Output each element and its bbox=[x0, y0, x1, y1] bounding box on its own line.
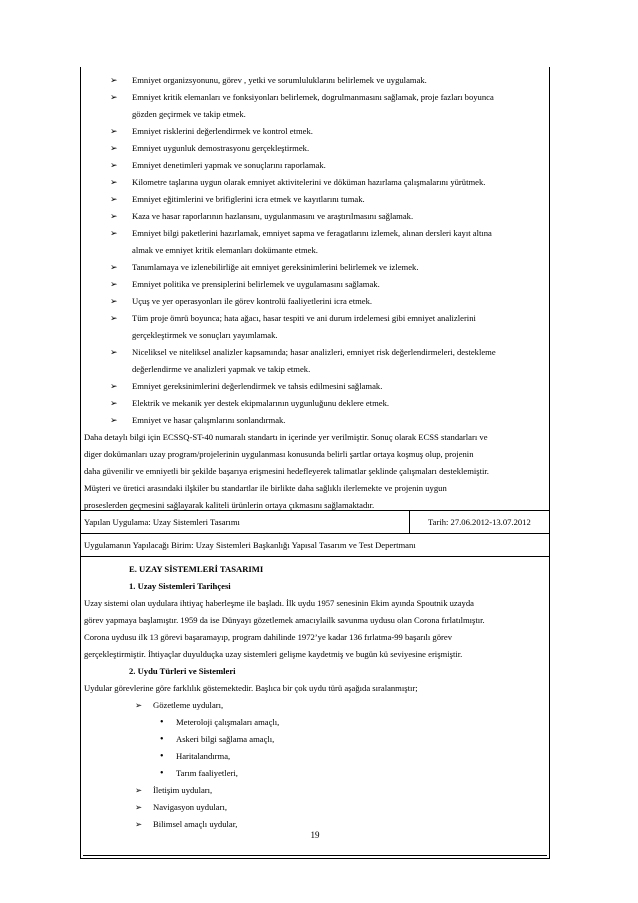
list-item-line: Tanımlamaya ve izlenebilirliğe ait emniyet gereksinimlerini belirlemek ve izlemek. bbox=[132, 262, 419, 272]
observation-items bbox=[81, 714, 549, 782]
arrow-bullet-icon: ➢ bbox=[110, 313, 118, 323]
list-item-line: Niceliksel ve niteliksel analizler kapsamında; hasar analizleri, emniyet risk değerlendirmeleri, destekleme bbox=[132, 347, 496, 357]
arrow-bullet-icon: ➢ bbox=[110, 75, 118, 85]
list-item-line: Kilometre taşlarına uygun olarak emniyet aktivitelerini ve döküman hazırlama çalışmalarını yürütmek. bbox=[132, 177, 486, 187]
section-heading: E. UZAY SİSTEMLERİ TASARIMI bbox=[129, 564, 264, 574]
paragraph-line: gerçekleştirmiştir. İhtiyaçlar duyulduçka uzay sistemleri gelişme kaydetmiş ve bugün kü seviyesine erişmiştir. bbox=[84, 649, 463, 659]
list-item-line: Emniyet organizsyonunu, görev , yetki ve sorumluluklarını belirlemek ve uygulamak. bbox=[132, 75, 427, 85]
paragraph-line: Müşteri ve üretici arasındaki ilşkiler bu standartlar ile birlikte daha sağlıklı ilerlemekte ve projenin uygun bbox=[84, 483, 447, 493]
arrow-bullet-icon: ➢ bbox=[110, 347, 118, 357]
list-item bbox=[81, 714, 549, 731]
paragraph-line: Corona uydusu ilk 13 görevi başaramayıp, program dahilinde 1972’ye kadar 136 fırlatma-99 başarılı görev bbox=[84, 632, 452, 642]
list-item bbox=[81, 731, 549, 748]
arrow-bullet-icon: ➢ bbox=[110, 143, 118, 153]
list-item bbox=[81, 140, 549, 157]
list-item-line: Emniyet gereksinimlerini değerlendirmek ve tahsis edilmesini sağlamak. bbox=[132, 381, 383, 391]
list-item-line: Emniyet bilgi paketlerini hazırlamak, emniyet sapma ve feragatlarını izlemek, alınan dersleri kayıt altına bbox=[132, 228, 492, 238]
list-item-label: Meteroloji çalışmaları amaçlı, bbox=[176, 717, 280, 727]
list-item bbox=[81, 276, 549, 293]
list-item bbox=[81, 344, 549, 378]
dot-bullet-icon: • bbox=[160, 751, 164, 762]
unit-label: Uygulamanın Yapılacağı Birim: Uzay Sistemleri Başkanlığı Yapısal Tasarım ve Test Depertmanı bbox=[84, 540, 416, 550]
paragraph-line: proseslerden geçmesini sağlayarak kaliteli ürünlerin ortaya çıkmasını sağlamaktadır. bbox=[84, 500, 375, 510]
list-item bbox=[81, 293, 549, 310]
list-item-line: Emniyet denetimleri yapmak ve sonuçlarını raporlamak. bbox=[132, 160, 326, 170]
list-item bbox=[81, 378, 549, 395]
list-item bbox=[81, 799, 549, 816]
list-item bbox=[81, 208, 549, 225]
list-item-label: Haritalandırma, bbox=[176, 751, 231, 761]
page-number: 19 bbox=[310, 830, 320, 840]
upper-section bbox=[81, 67, 549, 510]
list-item bbox=[81, 782, 549, 799]
list-item-label: Tarım faaliyetleri, bbox=[176, 768, 238, 778]
dot-bullet-icon: • bbox=[160, 717, 164, 728]
list-item-line: Emniyet ve hasar çalışmlarını sonlandırmak. bbox=[132, 415, 286, 425]
arrow-bullet-icon: ➢ bbox=[110, 194, 118, 204]
list-item-line: Kaza ve hasar raporlarının hazlansını, uygulanmasını ve araştırılmasını sağlamak. bbox=[132, 211, 414, 221]
list-item bbox=[81, 174, 549, 191]
list-item-line: Tüm proje ömrü boyunca; hata ağacı, hasar tespiti ve ani durum irdelemesi gibi emniyet analizlerini bbox=[132, 313, 476, 323]
paragraph-line: Daha detaylı bilgi için ECSSQ-ST-40 numaralı standartı in içerinde yer verilmiştir. Sonuç olarak ECSS standarları ve bbox=[84, 432, 488, 442]
list-item bbox=[81, 72, 549, 89]
list-item-line: Elektrik ve mekanik yer destek ekipmalarının uygunluğunu deklere etmek. bbox=[132, 398, 390, 408]
list-item-label: Askeri bilgi sağlama amaçlı, bbox=[176, 734, 275, 744]
list-item-line: Emniyet eğitimlerini ve brifiglerini icra etmek ve kayıtlarını tumak. bbox=[132, 194, 365, 204]
paragraph-line: görev yapmaya başlamıştır. 1959 da ise Dünyayı gözetlemek amacıylailk savunma uydusu olan Corona fırlatılmıştır. bbox=[84, 615, 485, 625]
arrow-bullet-icon: ➢ bbox=[110, 415, 118, 425]
paragraph-line: Uzay sistemi olan uydulara ihtiyaç haberleşme ile başladı. İlk uydu 1957 senesinin Ekim ayında Spoutnik uzayda bbox=[84, 598, 474, 608]
subheading-types: 2. Uydu Türleri ve Sistemleri bbox=[129, 666, 236, 676]
application-label: Yapılan Uygulama: Uzay Sistemleri Tasarımı bbox=[84, 517, 240, 527]
list-item-line: Emniyet kritik elemanları ve fonksiyonları belirlemek, dogrulmanmasını sağlamak, proje fazları boyunca bbox=[132, 92, 494, 102]
list-item-line: gerçekleştirmek ve sonuçları yayımlamak. bbox=[132, 330, 278, 340]
arrow-bullet-icon: ➢ bbox=[110, 398, 118, 408]
list-item bbox=[81, 259, 549, 276]
dot-bullet-icon: • bbox=[160, 768, 164, 779]
list-item-line: Emniyet risklerini değerlendirmek ve kontrol etmek. bbox=[132, 126, 313, 136]
arrow-bullet-icon: ➢ bbox=[135, 785, 143, 795]
list-item-line: Emniyet politika ve prensiplerini belirlemek ve uygulamasını sağlamak. bbox=[132, 279, 380, 289]
list-item bbox=[81, 89, 549, 123]
arrow-bullet-icon: ➢ bbox=[110, 296, 118, 306]
lower-section bbox=[81, 556, 549, 833]
list-item bbox=[81, 157, 549, 174]
list-item bbox=[81, 748, 549, 765]
history-paragraph bbox=[81, 595, 549, 663]
arrow-bullet-icon: ➢ bbox=[110, 228, 118, 238]
arrow-bullet-icon: ➢ bbox=[110, 211, 118, 221]
list-item-label: Navigasyon uyduları, bbox=[153, 802, 227, 812]
arrow-bullet-icon: ➢ bbox=[110, 177, 118, 187]
observation-satellites bbox=[81, 697, 549, 714]
types-intro: Uydular görevlerine göre farklılık göstemektedir. Başlıca bir çok uydu türü aşağıda sıralanmıştır; bbox=[84, 683, 418, 693]
list-item bbox=[81, 412, 549, 429]
arrow-bullet-icon: ➢ bbox=[110, 262, 118, 272]
unit-row bbox=[81, 533, 549, 556]
observation-label: Gözetleme uyduları, bbox=[153, 700, 224, 710]
paragraph-line: diger dokümanları uzay program/projelerinin uygulanması konusunda belirli şartlar ortaya koşmuş olup, projenin bbox=[84, 449, 474, 459]
list-item-line: gözden geçirmek ve takip etmek. bbox=[132, 109, 246, 119]
paragraph-line: daha güvenilir ve emniyetli bir şekilde başarıya erişmesini hedefleyerek talimatlar şeklinde çalışmaları desteklemiştir. bbox=[84, 466, 489, 476]
list-item bbox=[81, 225, 549, 259]
list-item bbox=[81, 765, 549, 782]
application-row bbox=[81, 510, 549, 533]
arrow-bullet-icon: ➢ bbox=[110, 381, 118, 391]
standards-paragraph bbox=[81, 429, 549, 514]
arrow-bullet-icon: ➢ bbox=[110, 279, 118, 289]
emniyet-duties-list bbox=[81, 72, 549, 429]
list-item-line: almak ve emniyet kritik elemanları dokümante etmek. bbox=[132, 245, 318, 255]
page-frame bbox=[80, 67, 550, 859]
subheading-history: 1. Uzay Sistemleri Tarihçesi bbox=[129, 581, 231, 591]
date-label: Tarih: 27.06.2012-13.07.2012 bbox=[409, 511, 549, 533]
list-item bbox=[81, 310, 549, 344]
list-item bbox=[81, 395, 549, 412]
other-satellite-types bbox=[81, 782, 549, 833]
arrow-bullet-icon: ➢ bbox=[110, 92, 118, 102]
list-item-label: İletişim uyduları, bbox=[153, 785, 213, 795]
arrow-bullet-icon: ➢ bbox=[135, 819, 143, 829]
page-content bbox=[81, 67, 549, 833]
arrow-bullet-icon: ➢ bbox=[110, 126, 118, 136]
list-item-line: değerlendirme ve analizleri yapmak ve takip etmek. bbox=[132, 364, 311, 374]
list-item bbox=[81, 191, 549, 208]
arrow-bullet-icon: ➢ bbox=[135, 802, 143, 812]
dot-bullet-icon: • bbox=[160, 734, 164, 745]
list-item-label: Bilimsel amaçlı uydular, bbox=[153, 819, 238, 829]
list-item bbox=[81, 123, 549, 140]
arrow-bullet-icon: ➢ bbox=[110, 160, 118, 170]
list-item-line: Emniyet uygunluk demostrasyonu gerçekleştirmek. bbox=[132, 143, 310, 153]
list-item-line: Uçuş ve yer operasyonları ile görev kontrolü faaliyetlerini icra etmek. bbox=[132, 296, 373, 306]
arrow-bullet-icon: ➢ bbox=[135, 700, 143, 710]
